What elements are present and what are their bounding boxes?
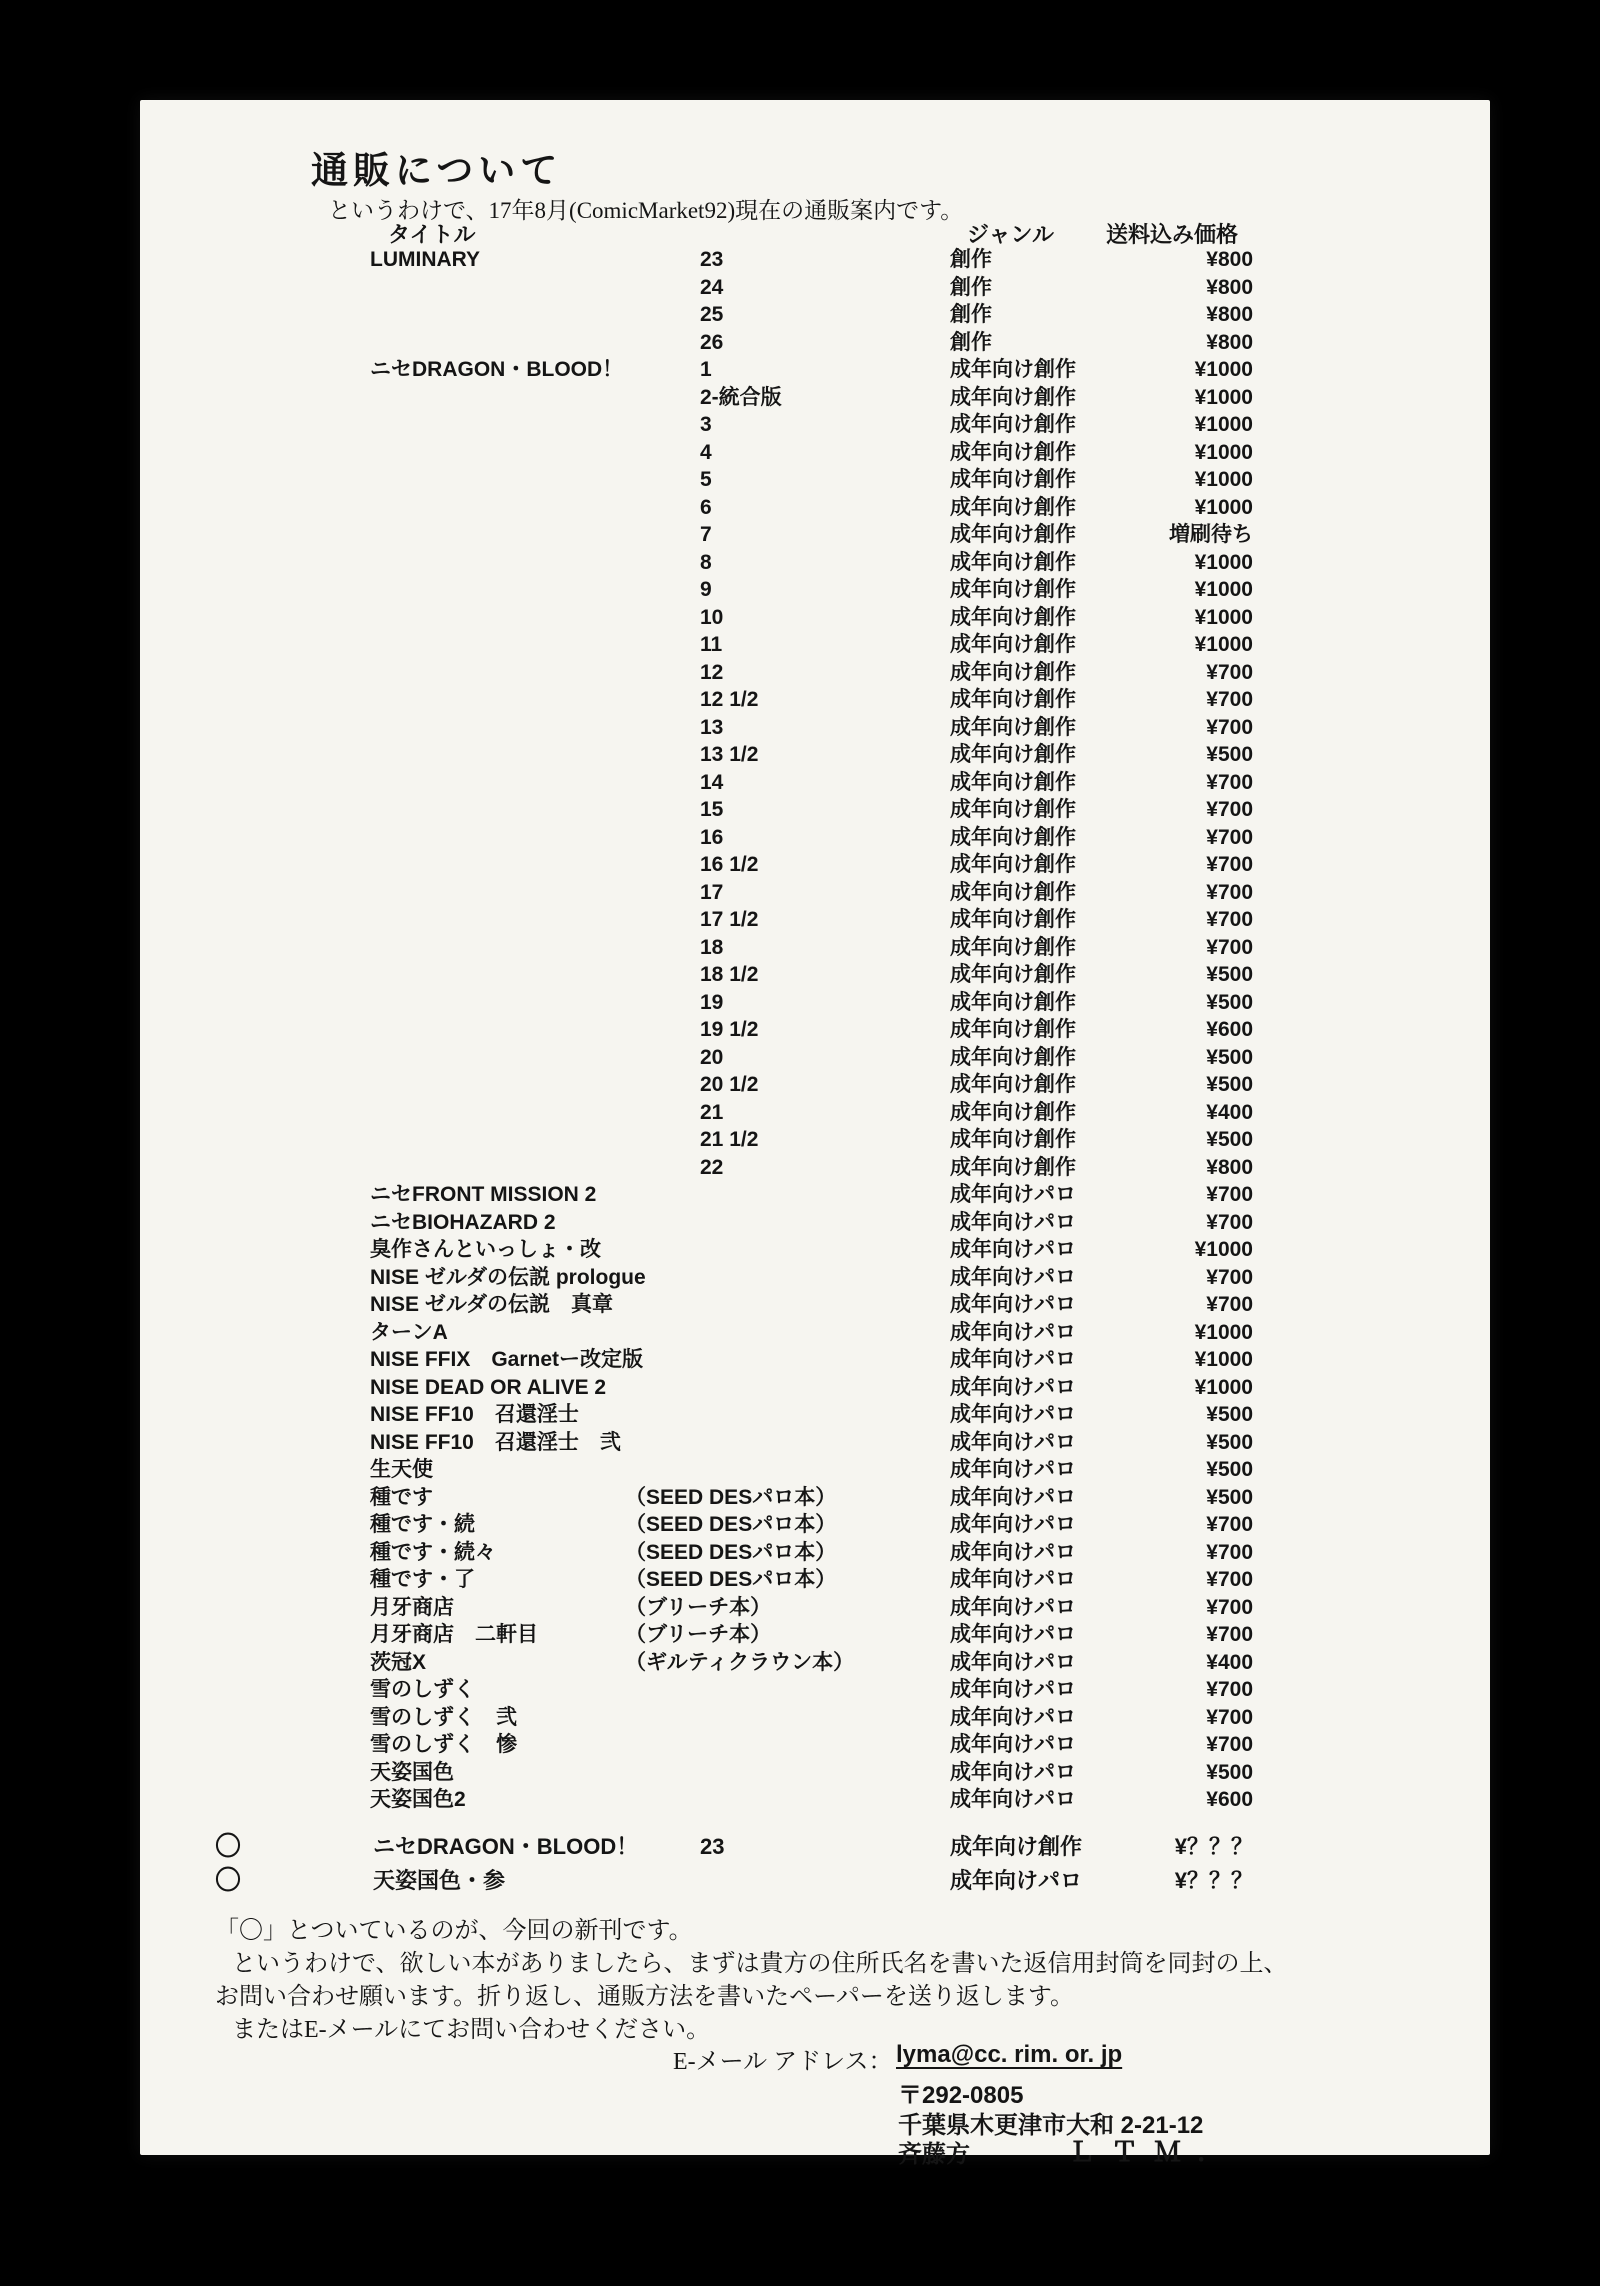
row-genre: 成年向けパロ (950, 1623, 1076, 1646)
row-price: ¥500 (1206, 1430, 1253, 1454)
email-label: E-メール アドレス： (673, 2049, 893, 2075)
row-note: （ブリーチ本） (625, 1595, 772, 1619)
table-row (370, 1676, 1260, 1704)
row-price: ¥500 (1206, 1403, 1253, 1426)
row-genre: 成年向けパロ (950, 1375, 1076, 1399)
table-row (370, 411, 1260, 439)
row-price: ¥700 (1206, 1183, 1253, 1206)
row-price: ¥800 (1206, 275, 1253, 299)
row-price: ¥1000 (1194, 1375, 1253, 1399)
row-price: ¥700 (1206, 1678, 1253, 1701)
footer-note-4: またはE-メールにてお問い合わせください。 (232, 2017, 711, 2043)
table-row (370, 1401, 1260, 1429)
row-price: ¥700 (1206, 770, 1253, 794)
row-volume: 18 (700, 935, 724, 959)
table-row (370, 1511, 1260, 1539)
postal-code: 〒292-0805 (898, 2082, 1024, 2109)
row-genre: 成年向け創作 (950, 578, 1076, 601)
row-price: ¥600 (1206, 1018, 1253, 1041)
row-title: 種です・了 (370, 1568, 475, 1591)
row-price: ¥700 (1206, 798, 1253, 821)
footer-note-1: 「〇」とついているのが、今回の新刊です。 (215, 1918, 693, 1944)
table-row (370, 1704, 1260, 1732)
table-row (370, 1429, 1260, 1457)
row-volume: 1 (700, 358, 712, 381)
row-price: ¥400 (1206, 1650, 1253, 1674)
row-genre: 創作 (950, 303, 992, 326)
row-genre: 成年向けパロ (950, 1678, 1076, 1701)
row-genre: 成年向け創作 (950, 1045, 1076, 1069)
table-row (370, 1044, 1260, 1072)
column-header-title: タイトル (388, 222, 476, 247)
footer-note-3: お問い合わせ願います。折り返し、通販方法を書いたペーパーを送り返します。 (215, 1984, 1074, 2010)
row-genre: 成年向け創作 (950, 1834, 1083, 1859)
row-price: ¥500 (1206, 1760, 1253, 1784)
new-release-row (215, 1866, 1260, 1900)
row-price: ¥1000 (1194, 413, 1253, 436)
row-genre: 成年向け創作 (950, 633, 1076, 656)
table-row (370, 1099, 1260, 1127)
row-genre: 創作 (950, 275, 992, 299)
row-title: NISE FF10 召還淫士 弐 (370, 1430, 621, 1454)
row-volume: 20 1/2 (700, 1073, 759, 1096)
row-title: ターンA (370, 1320, 448, 1344)
row-price: ¥500 (1206, 1073, 1253, 1096)
row-volume: 19 (700, 990, 724, 1014)
row-note: （SEED DESパロ本） (625, 1568, 837, 1591)
table-row (370, 301, 1260, 329)
row-genre: 成年向けパロ (950, 1458, 1076, 1481)
row-genre: 成年向け創作 (950, 495, 1076, 519)
row-title: 天姿国色2 (370, 1788, 466, 1811)
table-row (370, 714, 1260, 742)
row-genre: 成年向け創作 (950, 770, 1076, 794)
row-price: ¥700 (1206, 1568, 1253, 1591)
row-volume: 16 (700, 825, 724, 849)
table-row (370, 906, 1260, 934)
row-title: 月牙商店 二軒目 (370, 1623, 538, 1646)
table-row (370, 1456, 1260, 1484)
row-price: ¥700 (1206, 1705, 1253, 1729)
row-price: ¥800 (1206, 1155, 1253, 1179)
row-volume: 3 (700, 413, 712, 436)
new-release-row (215, 1832, 1260, 1866)
table-row (370, 741, 1260, 769)
row-price: ¥700 (1206, 1595, 1253, 1619)
row-volume: 8 (700, 550, 712, 574)
row-volume: 24 (700, 275, 724, 299)
row-genre: 成年向け創作 (950, 963, 1076, 986)
row-genre: 成年向け創作 (950, 798, 1076, 821)
new-release-marker: 〇 (215, 1831, 242, 1861)
table-row (370, 329, 1260, 357)
circle-name: ＬＴＭ． (1068, 2137, 1240, 2167)
row-title: 茨冠X (370, 1650, 427, 1674)
row-note: （SEED DESパロ本） (625, 1513, 837, 1536)
row-price: ¥500 (1206, 1485, 1253, 1509)
row-genre: 成年向け創作 (950, 413, 1076, 436)
row-genre: 成年向け創作 (950, 825, 1076, 849)
table-row (370, 576, 1260, 604)
row-genre: 成年向け創作 (950, 660, 1076, 684)
row-genre: 成年向け創作 (950, 1073, 1076, 1096)
row-volume: 21 1/2 (700, 1128, 759, 1151)
row-title: 天姿国色 (370, 1760, 454, 1784)
table-row (370, 439, 1260, 467)
row-genre: 成年向け創作 (950, 358, 1076, 381)
table-row (370, 1071, 1260, 1099)
table-row (370, 659, 1260, 687)
row-genre: 成年向け創作 (950, 1128, 1076, 1151)
table-row (370, 686, 1260, 714)
table-row (370, 961, 1260, 989)
row-price: ¥400 (1206, 1100, 1253, 1124)
row-genre: 成年向け創作 (950, 440, 1076, 464)
new-release-marker: 〇 (215, 1865, 242, 1895)
row-price: ¥500 (1206, 990, 1253, 1014)
row-price: ¥1000 (1194, 440, 1253, 464)
new-release-rows (215, 1832, 1260, 1904)
table-row (370, 851, 1260, 879)
row-volume: 15 (700, 798, 724, 821)
row-volume: 25 (700, 303, 724, 326)
row-price: ¥700 (1206, 1623, 1253, 1646)
row-genre: 成年向けパロ (950, 1595, 1076, 1619)
table-row (370, 1731, 1260, 1759)
row-genre: 成年向けパロ (950, 1868, 1083, 1893)
row-price: ¥800 (1206, 303, 1253, 326)
row-title: 天姿国色・参 (373, 1868, 506, 1893)
row-volume: 14 (700, 770, 724, 794)
row-volume: 19 1/2 (700, 1018, 759, 1041)
row-price: ¥1000 (1194, 385, 1253, 409)
row-volume: 16 1/2 (700, 853, 759, 876)
table-row (370, 1291, 1260, 1319)
row-volume: 21 (700, 1100, 724, 1124)
row-title: 雪のしずく 惨 (370, 1733, 517, 1756)
row-genre: 成年向けパロ (950, 1705, 1076, 1729)
row-title: NISE ゼルダの伝説 prologue (370, 1265, 646, 1289)
row-genre: 成年向けパロ (950, 1348, 1076, 1371)
table-row (370, 1539, 1260, 1567)
row-title: 雪のしずく (370, 1678, 475, 1701)
row-price: ¥1000 (1194, 1320, 1253, 1344)
row-title: 月牙商店 (370, 1595, 454, 1619)
row-price: ¥1000 (1194, 578, 1253, 601)
row-volume: 13 (700, 715, 724, 739)
footer-note-2: というわけで、欲しい本がありましたら、まずは貴方の住所氏名を書いた返信用封筒を同封の上、 (232, 1951, 1288, 1977)
row-price: ¥1000 (1194, 1348, 1253, 1371)
row-genre: 成年向けパロ (950, 1238, 1076, 1261)
row-price: ¥700 (1206, 880, 1253, 904)
row-title: ニセDRAGON・BLOOD！ (373, 1834, 639, 1859)
row-volume: 22 (700, 1155, 724, 1179)
row-note: （SEED DESパロ本） (625, 1485, 837, 1509)
table-row (370, 1319, 1260, 1347)
table-row (370, 1236, 1260, 1264)
row-genre: 成年向け創作 (950, 605, 1076, 629)
row-volume: 11 (700, 633, 723, 656)
row-title: ニセFRONT MISSION 2 (370, 1183, 597, 1206)
recipient-name: 斉藤方 (898, 2141, 970, 2168)
row-title: 生天使 (370, 1458, 433, 1481)
row-genre: 成年向け創作 (950, 385, 1076, 409)
table-row (370, 466, 1260, 494)
table-row (370, 631, 1260, 659)
row-genre: 創作 (950, 330, 992, 354)
row-genre: 成年向けパロ (950, 1320, 1076, 1344)
row-volume: 23 (700, 248, 724, 271)
table-row (370, 1621, 1260, 1649)
row-volume: 12 1/2 (700, 688, 759, 711)
row-volume: 18 1/2 (700, 963, 759, 986)
row-title: NISE FF10 召還淫士 (370, 1403, 579, 1426)
row-volume: 4 (700, 440, 712, 464)
table-row (370, 1126, 1260, 1154)
row-price: ¥700 (1206, 688, 1253, 711)
row-genre: 成年向け創作 (950, 550, 1076, 574)
table-row (370, 1154, 1260, 1182)
table-row (370, 1346, 1260, 1374)
table-row (370, 1566, 1260, 1594)
row-title: 種です (370, 1485, 433, 1509)
row-price: ¥1000 (1194, 468, 1253, 491)
row-volume: 7 (700, 523, 712, 546)
row-title: ニセDRAGON・BLOOD！ (370, 358, 624, 381)
row-genre: 成年向けパロ (950, 1403, 1076, 1426)
table-row (370, 1759, 1260, 1787)
row-price: ¥700 (1206, 1540, 1253, 1564)
page-title: 通販について (311, 150, 563, 191)
row-title: ニセBIOHAZARD 2 (370, 1210, 556, 1234)
row-genre: 創作 (950, 248, 992, 271)
row-price: ¥700 (1206, 1265, 1253, 1289)
table-row (370, 1016, 1260, 1044)
row-price: ¥1000 (1194, 633, 1253, 656)
row-genre: 成年向け創作 (950, 908, 1076, 931)
column-header-price: 送料込み価格 (1106, 222, 1239, 247)
row-volume: 13 1/2 (700, 743, 759, 766)
row-price: ¥700 (1206, 825, 1253, 849)
row-volume: 9 (700, 578, 712, 601)
row-genre: 成年向け創作 (950, 880, 1076, 904)
row-volume: 6 (700, 495, 712, 519)
row-price: ¥800 (1206, 330, 1253, 354)
table-row (370, 246, 1260, 274)
row-genre: 成年向け創作 (950, 990, 1076, 1014)
row-price: ¥1000 (1194, 358, 1253, 381)
table-row (370, 1264, 1260, 1292)
row-price: ¥600 (1206, 1788, 1253, 1811)
row-genre: 成年向けパロ (950, 1540, 1076, 1564)
table-row (370, 1786, 1260, 1814)
row-title: NISE FFIX Garnetー改定版 (370, 1348, 644, 1371)
page-subtitle: というわけで、17年8月(ComicMarket92)現在の通販案内です。 (328, 198, 964, 223)
row-volume: 17 (700, 880, 724, 904)
row-price: ¥500 (1206, 963, 1253, 986)
row-volume: 2-統合版 (700, 385, 782, 409)
row-genre: 成年向けパロ (950, 1733, 1076, 1756)
table-row (370, 1209, 1260, 1237)
row-title: 種です・続 (370, 1513, 475, 1536)
row-genre: 成年向け創作 (950, 1018, 1076, 1041)
row-title: 臭作さんといっしょ・改 (370, 1238, 601, 1261)
row-price: ¥700 (1206, 1733, 1253, 1756)
row-note: （ギルティクラウン本） (625, 1650, 855, 1674)
email-address: lyma@cc. rim. or. jp (896, 2041, 1123, 2068)
table-row (370, 384, 1260, 412)
row-price: ¥700 (1206, 935, 1253, 959)
row-price: ¥700 (1206, 1210, 1253, 1234)
row-genre: 成年向けパロ (950, 1485, 1076, 1509)
table-row (370, 1649, 1260, 1677)
row-note: （SEED DESパロ本） (625, 1540, 837, 1564)
row-price: ¥700 (1206, 1293, 1253, 1316)
row-genre: 成年向け創作 (950, 853, 1076, 876)
order-table-rows (370, 246, 1260, 1816)
row-genre: 成年向け創作 (950, 1100, 1076, 1124)
table-row (370, 989, 1260, 1017)
row-genre: 成年向け創作 (950, 715, 1076, 739)
row-volume: 10 (700, 605, 724, 629)
row-genre: 成年向けパロ (950, 1265, 1076, 1289)
row-volume: 23 (700, 1834, 725, 1859)
row-price: ¥700 (1206, 715, 1253, 739)
row-price: ¥500 (1206, 1045, 1253, 1069)
row-volume: 17 1/2 (700, 908, 759, 931)
table-row (370, 934, 1260, 962)
row-genre: 成年向けパロ (950, 1430, 1076, 1454)
row-genre: 成年向け創作 (950, 523, 1076, 546)
table-row (370, 604, 1260, 632)
row-genre: 成年向けパロ (950, 1650, 1076, 1674)
row-price: 増刷待ち (1169, 523, 1253, 546)
row-price: ¥800 (1206, 248, 1253, 271)
row-genre: 成年向け創作 (950, 688, 1076, 711)
row-price: ¥1000 (1194, 495, 1253, 519)
row-price: ¥700 (1206, 1513, 1253, 1536)
row-volume: 26 (700, 330, 724, 354)
row-price: ¥1000 (1194, 605, 1253, 629)
row-price: ¥1000 (1194, 550, 1253, 574)
table-row (370, 879, 1260, 907)
row-price: ¥700 (1206, 853, 1253, 876)
table-row (370, 1181, 1260, 1209)
row-genre: 成年向けパロ (950, 1760, 1076, 1784)
row-genre: 成年向けパロ (950, 1513, 1076, 1536)
table-row (370, 494, 1260, 522)
table-row (370, 1594, 1260, 1622)
table-row (370, 549, 1260, 577)
row-genre: 成年向けパロ (950, 1183, 1076, 1206)
row-price: ¥？？？ (1174, 1834, 1253, 1859)
row-title: 雪のしずく 弐 (370, 1705, 517, 1729)
row-genre: 成年向けパロ (950, 1210, 1076, 1234)
column-header-genre: ジャンル (967, 222, 1055, 247)
row-genre: 成年向け創作 (950, 743, 1076, 766)
street-address: 千葉県木更津市大和 2-21-12 (898, 2112, 1204, 2139)
row-note: （ブリーチ本） (625, 1623, 772, 1646)
row-price: ¥500 (1206, 743, 1253, 766)
row-price: ¥1000 (1194, 1238, 1253, 1261)
row-price: ¥500 (1206, 1128, 1253, 1151)
row-price: ¥？？？ (1174, 1868, 1253, 1893)
row-title: LUMINARY (370, 248, 481, 271)
row-price: ¥700 (1206, 908, 1253, 931)
row-volume: 12 (700, 660, 724, 684)
row-price: ¥700 (1206, 660, 1253, 684)
table-row (370, 769, 1260, 797)
row-genre: 成年向け創作 (950, 935, 1076, 959)
row-genre: 成年向け創作 (950, 468, 1076, 491)
row-price: ¥500 (1206, 1458, 1253, 1481)
table-row (370, 521, 1260, 549)
table-row (370, 356, 1260, 384)
row-genre: 成年向けパロ (950, 1788, 1076, 1811)
row-title: 種です・続々 (370, 1540, 496, 1564)
scanned-page (140, 100, 1490, 2168)
row-title: NISE ゼルダの伝説 真章 (370, 1293, 614, 1316)
row-genre: 成年向けパロ (950, 1568, 1076, 1591)
row-volume: 20 (700, 1045, 724, 1069)
row-volume: 5 (700, 468, 712, 491)
row-genre: 成年向けパロ (950, 1293, 1076, 1316)
table-row (370, 796, 1260, 824)
table-row (370, 1374, 1260, 1402)
row-title: NISE DEAD OR ALIVE 2 (370, 1375, 607, 1399)
row-genre: 成年向け創作 (950, 1155, 1076, 1179)
table-row (370, 274, 1260, 302)
table-row (370, 824, 1260, 852)
table-row (370, 1484, 1260, 1512)
